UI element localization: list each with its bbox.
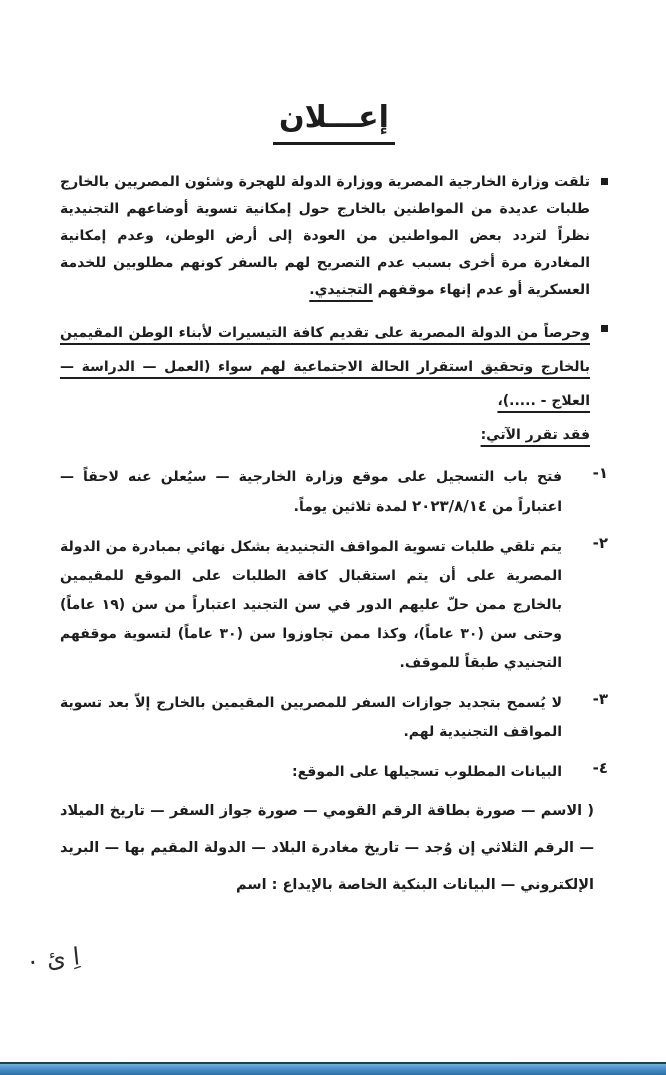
registration-date: ٢٠٢٣/٨/١٤ xyxy=(412,497,488,515)
intro-paragraph-body: تلقت وزارة الخارجية المصرية ووزارة الدولة للهجرة وشئون المصريين بالخارج طلبات عديدة من المواطنين بالخارج حول إمكانية تسوية أوضاعهم التجنيدية نظراً لتردد بعض المواطنين من العودة إلى أرض الوطن، وعدم إمكانية المغادرة مرة أخرى بسبب عدم التصريح لهم بالسفر كونهم مطلوبين للخدمة العسكرية أو عدم إنهاء موقفهم xyxy=(60,174,590,298)
page xyxy=(0,100,666,1075)
required-data-fields-list: ( الاسم — صورة بطاقة الرقم القومي — صورة جواز السفر — تاريخ الميلاد — الرقم الثلاثي إن وُجد — تاريخ مغادرة البلاد — الدولة المقيم بها — البريد الإلكتروني — البيانات البنكية الخاصة بالإيداع : اسم xyxy=(60,803,594,893)
list-item-2 xyxy=(60,533,608,678)
intro-paragraph-underlined-tail: التجنيدي. xyxy=(309,282,373,298)
item-1-number: ١- xyxy=(592,464,608,482)
announcement-title-text: إعـــلان xyxy=(273,100,395,145)
item-1-text xyxy=(60,463,562,522)
item-2-number: ٢- xyxy=(592,534,608,552)
handwritten-note: اِ ئ ٠ xyxy=(24,942,82,976)
square-bullet-icon xyxy=(601,178,608,185)
item-3-number: ٣- xyxy=(592,690,608,708)
decision-paragraph xyxy=(60,316,608,452)
item-3-text: لا يُسمح بتجديد جوازات السفر للمصريين المقيمين بالخارج إلاّ بعد تسوية المواقف التجنيدية لهم. xyxy=(60,695,562,740)
list-item-3 xyxy=(60,689,608,747)
page-title xyxy=(60,100,608,145)
decision-paragraph-body: وحرصاً من الدولة المصرية على تقديم كافة التيسيرات لأبناء الوطن المقيمين بالخارج وتحقيق استقرار الحالة الاجتماعية لهم سواء (العمل — الدراسة — العلاج - .....)، xyxy=(60,325,590,409)
item-4-text: البيانات المطلوب تسجيلها على الموقع: xyxy=(292,764,562,780)
intro-paragraph-text xyxy=(60,169,590,304)
item-1-text-after-date: لمدة ثلاثين يوماً. xyxy=(293,499,413,515)
square-bullet-icon xyxy=(601,325,608,332)
item-4-number: ٤- xyxy=(592,759,608,777)
item-2-text: يتم تلقي طلبات تسوية المواقف التجنيدية بشكل نهائي بمبادرة من الدولة المصرية على أن يتم استقبال كافة الطلبات على الموقع للمقيمين بالخارج ممن حلّ عليهم الدور في سن التجنيد اعتباراً من سن (١٩ عاماً) وحتى سن (٣٠ عاماً)، وكذا ممن تجاوزوا سن (٣٠ عاماً) لتسوية موقفهم التجنيدي طبقاً للموقف. xyxy=(60,539,563,671)
intro-paragraph xyxy=(60,169,608,304)
list-item-1 xyxy=(60,463,608,522)
window-bottom-edge-bar xyxy=(0,1062,666,1075)
scanned-document xyxy=(0,100,666,904)
decision-paragraph-conclusion: فقد تقرر الآتي: xyxy=(480,427,590,443)
decision-paragraph-text xyxy=(60,316,590,452)
item-1-text-before-date: فتح باب التسجيل على موقع وزارة الخارجية — سيُعلن عنه لاحقاً — اعتباراً من xyxy=(60,469,562,515)
numbered-list xyxy=(60,463,608,787)
list-item-4 xyxy=(60,758,608,787)
